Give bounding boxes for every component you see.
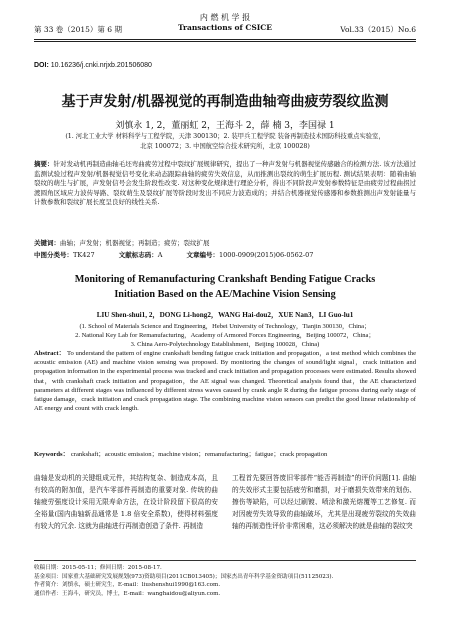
authors-en: LIU Shen-shui1, 2，DONG Li-hong2，WANG Hai-dou2，XUE Nan3，LI Guo-lu1	[96, 311, 354, 319]
cls-label: 中图分类号：	[34, 251, 73, 259]
doi-label: DOI:	[34, 62, 49, 69]
paper-title-en	[0, 272, 450, 302]
keywords-cn-label: 关键词：	[34, 239, 60, 247]
journal-name-cn: 内 燃 机 学 报	[199, 13, 251, 22]
journal-volume-en: Vol.33（2015）No.6	[340, 25, 416, 34]
footnotes	[34, 564, 416, 598]
article-no-value: 1000-0909(2015)06-0562-07	[218, 251, 314, 259]
doi	[34, 62, 152, 69]
affiliation-en-line: 2. National Key Lab for Remanufacturing，Academy of Armored Forces Engineering，Beijing 100072，China；	[75, 332, 375, 339]
footnote-author: 作者简介：刘慎永，硕士研究生，E-mail：liushenshui1990@163.com.	[34, 582, 221, 589]
keywords-cn	[34, 238, 210, 247]
affiliation-en-line: (1. School of Materials Science and Engineering，Hebei University of Technology，Tianjin 300130，China；	[79, 323, 371, 330]
journal-volume: 第 33 卷（2015）第 6 期	[34, 25, 122, 34]
paper-title-en-line: Monitoring of Remanufacturing Crankshaft Bending Fatigue Cracks	[74, 274, 376, 285]
abstract-cn-text: 针对发动机再制造曲轴毛坯弯曲疲劳过程中裂纹扩展规律研究，提出了一种声发射与机器视觉传感融合的检测方法. 该方法通过监测试验过程声发射/机器视觉信号变化来动态跟踪曲轴的疲劳失效信息，从而推测出裂纹的萌生扩展历程. 测试结果表明：随着曲轴裂纹的萌生与扩展，声发射信号会发生阶段性改变. 对这种变化规律进行理论分析，得出不同阶段声发射参数特征是由疲劳过程曲拐过渡圆角区域应力波传导路、裂纹萌生及裂纹扩展等阶段时发出不同应力波造成的；并结合机器视觉传感器和参数推测出声发射能量与计数参数和裂纹扩展长度呈良好的线性关系.	[34, 160, 416, 207]
affiliations-en	[30, 322, 420, 349]
keywords-en	[34, 448, 416, 458]
body-column-left: 曲轴是发动机的关键组成元件，其结构复杂、制造成本高，且有较高的附加值，是汽车零部件再制造的重要对象. 传统的曲轴疲劳强度设计采用无限寿命方法，在设计阶段留下很高的安全裕量(国内曲轴新品通常是 1.8 倍安全系数)，使得材料强度有较大的冗余. 这就为曲轴进行再制造创造了条件. 再制造	[34, 474, 218, 530]
keywords-en-label: Keywords：	[34, 451, 70, 458]
paper-title-cn: 基于声发射/机器视觉的再制造曲轴弯曲疲劳裂纹监测	[61, 94, 389, 110]
affiliation-cn-line: (1. 河北工业大学 材料科学与工程学院，天津 300130；2. 装甲兵工程学院 装备再制造技术国防科技重点实验室，	[65, 133, 385, 140]
affiliations-cn	[30, 132, 420, 151]
doi-value: 10.16236/j.cnki.nrjxb.201506080	[50, 62, 152, 69]
classification-row	[34, 250, 416, 259]
affiliation-cn-line: 北京 100072；3. 中国航空综合技术研究所，北京 100028)	[140, 142, 310, 150]
affiliation-en-line: 3. China Aero-Polytechnology Establishment，Beijing 100028，China)	[130, 341, 320, 348]
abstract-cn-label: 摘要：	[34, 160, 54, 168]
footnote-received: 收稿日期：2015-05-11；修回日期：2015-08-17.	[34, 565, 162, 571]
paper-title-en-line: Initiation Based on the AE/Machine Vision Sensing	[114, 289, 336, 300]
keywords-en-text: crankshaft；acoustic emission；machine vision；remanufacturing；fatigue；crack propagation	[70, 451, 328, 458]
abstract-en-label: Abstract：	[34, 350, 66, 357]
keywords-cn-text: 曲轴；声发射；机器视觉；再制造；疲劳；裂纹扩展	[60, 239, 210, 247]
cls-value: TK427	[73, 251, 95, 259]
header-rule-thin	[34, 41, 416, 42]
journal-name-en: Transactions of CSICE	[178, 23, 272, 32]
body-column-right: 工程首先要回答废旧零部件“能否再制造”的评价问题[1]. 曲轴的失效形式主要包括疲劳和磨损，对于磨损失效带来的划伤、擦伤等缺陷，可以经过刷镀、喷涂和激光熔覆等工艺修复. 而对因疲劳失效导致的曲轴破坏，尤其是出现疲劳裂纹的失效曲轴的再制造性评价非常困难，这必须解决的就是曲轴的裂纹突	[232, 474, 416, 530]
article-no-label: 文章编号：	[186, 251, 219, 259]
abstract-en	[34, 349, 416, 413]
doc-code-label: 文献标志码：	[118, 251, 158, 259]
authors-cn: 刘慎永 1, 2，董丽虹 2，王海斗 2，薛 楠 3，李国禄 1	[115, 121, 335, 131]
abstract-en-text: To understand the pattern of engine crankshaft bending fatigue crack initiation and propagation，a test method which combines the acoustic emission (AE) and machine vision sensing was proposed. By monitoring the changes of sound/light signal，crack initiation and propagation information in the experimental process was tracked and crack initiation and propagation processes were estimated. Results showed that，with crankshaft crack initiation and propagation，the AE signal was changed. Theoretical analysis found that，the AE characterized parameters at different stages was influenced by different stress waves caused by crank angle R during the fatigue process during early stage of fatigue damage，crack initiation and crack propagation stage. The combining machine vision sensors can predict the good linear relationship of AE energy and count with crack length.	[34, 350, 416, 413]
abstract-cn	[34, 160, 416, 208]
header-rule	[34, 39, 416, 40]
footnote-rule	[34, 560, 416, 561]
doc-code-value: A	[157, 251, 163, 259]
footnote-contact: 通信作者：王海斗，研究员，博士，E-mail：wanghaidou@aliyun.com.	[34, 590, 221, 597]
footnote-fund: 基金项目：国家重大基础研究发展规划(973)资助项目(2011CB013405)；国家杰出青年科学基金资助项目(51125023).	[34, 573, 334, 580]
